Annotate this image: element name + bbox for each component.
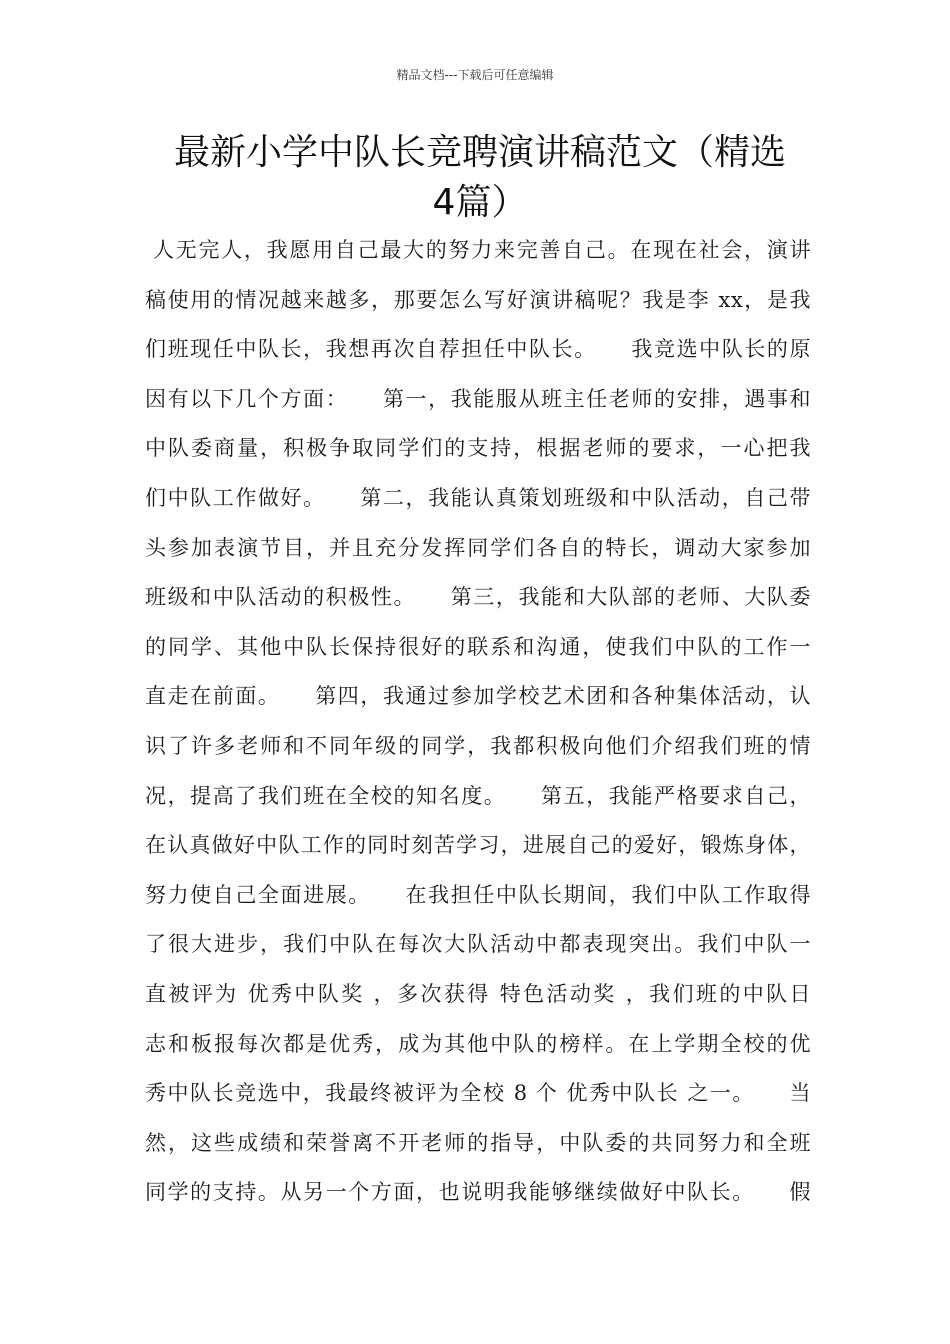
body-line: 志和板报每次都是优秀，成为其他中队的榜样。在上学期全校的优 <box>145 1031 811 1056</box>
body-line: 的同学、其他中队长保持很好的联系和沟通，使我们中队的工作一 <box>145 634 811 659</box>
body-line: 人无完人，我愿用自己最大的努力来完善自己。在现在社会，演讲 <box>153 238 811 262</box>
body-line: 努力使自己全面进展。 在我担任中队长期间，我们中队工作取得 <box>145 882 811 907</box>
title-line-2: 4篇） <box>432 182 528 223</box>
body-text <box>145 226 811 1218</box>
body-line: 直走在前面。 第四，我通过参加学校艺术团和各种集体活动，认 <box>145 684 811 709</box>
body-line: 中队委商量，积极争取同学们的支持，根据老师的要求，一心把我 <box>145 436 811 461</box>
body-line: 同学的支持。从另一个方面，也说明我能够继续做好中队长。 假 <box>145 1180 811 1205</box>
body-line: 直被评为 优秀中队奖 ，多次获得 特色活动奖 ，我们班的中队日 <box>145 981 811 1006</box>
body-line: 识了许多老师和不同年级的同学，我都积极向他们介绍我们班的情 <box>145 733 811 758</box>
body-line: 们中队工作做好。 第二，我能认真策划班级和中队活动，自己带 <box>145 485 811 510</box>
body-line: 头参加表演节目，并且充分发挥同学们各自的特长，调动大家参加 <box>145 535 811 560</box>
body-line: 然，这些成绩和荣誉离不开老师的指导，中队委的共同努力和全班 <box>145 1130 811 1155</box>
body-line: 因有以下几个方面： 第一，我能服从班主任老师的安排，遇事和 <box>145 386 811 411</box>
body-line: 况，提高了我们班在全校的知名度。 第五，我能严格要求自己， <box>145 783 811 808</box>
body-line: 了很大进步，我们中队在每次大队活动中都表现突出。我们中队一 <box>145 932 811 957</box>
body-line: 在认真做好中队工作的同时刻苦学习，进展自己的爱好，锻炼身体， <box>145 833 811 858</box>
document-title <box>140 128 820 228</box>
title-line-1: 最新小学中队长竞聘演讲稿范文（精选 <box>173 132 786 173</box>
body-line: 秀中队长竞选中，我最终被评为全校 8 个 优秀中队长 之一。 当 <box>145 1081 811 1106</box>
header-note: 精品文档---下载后可任意编辑 <box>396 68 554 82</box>
body-line: 们班现任中队长，我想再次自荐担任中队长。 我竞选中队长的原 <box>145 337 811 362</box>
body-line: 班级和中队活动的积极性。 第三，我能和大队部的老师、大队委 <box>145 585 811 610</box>
body-line: 稿使用的情况越来越多，那要怎么写好演讲稿呢？我是李 xx，是我 <box>145 287 811 312</box>
